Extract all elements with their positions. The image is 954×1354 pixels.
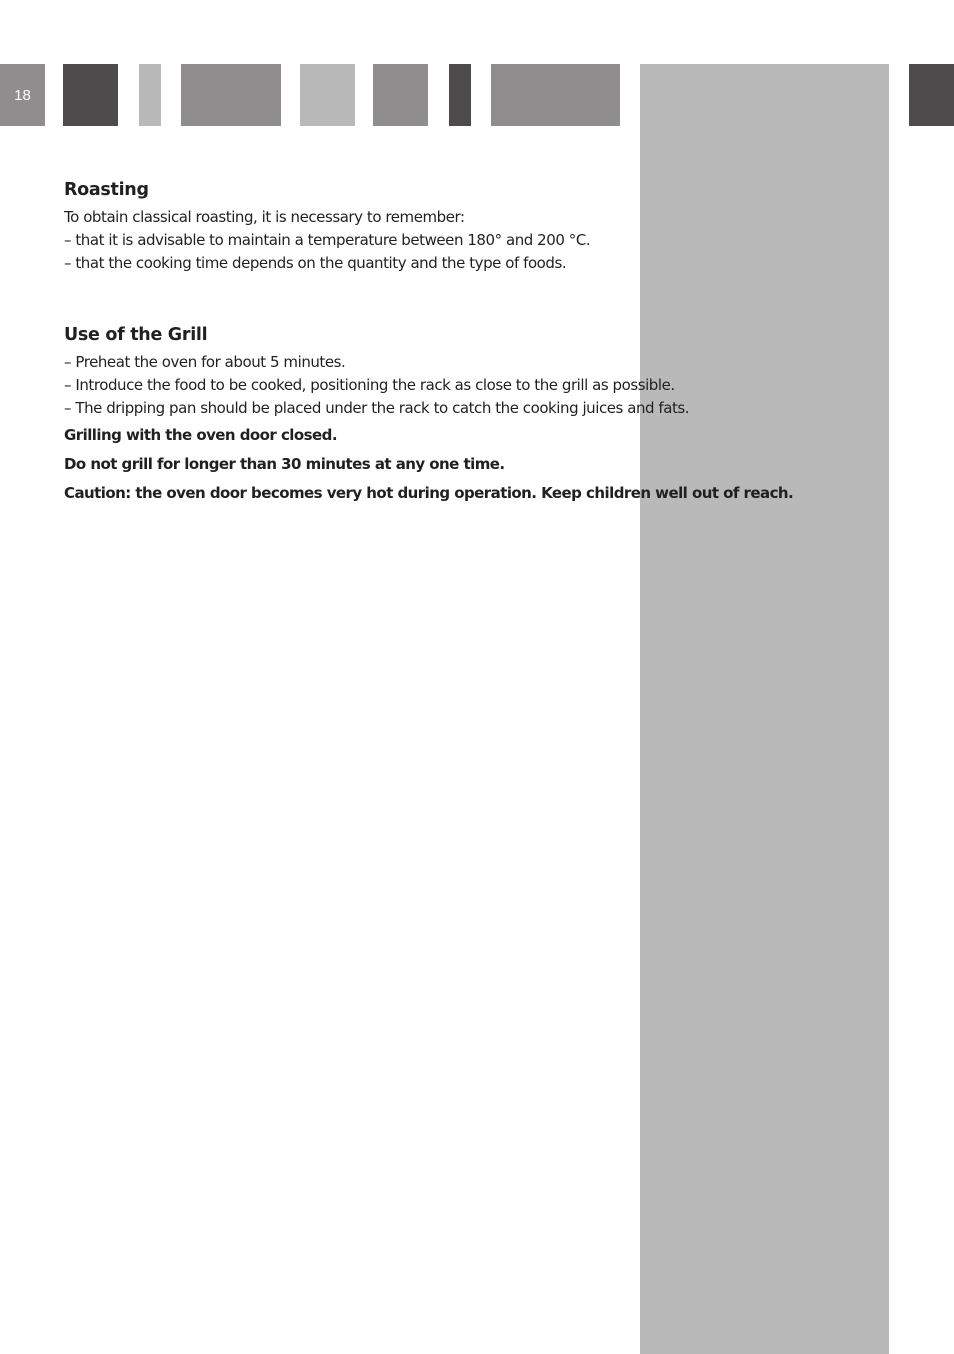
grill-line: – The dripping pan should be placed under the rack to catch the cooking juices and fats. (64, 399, 690, 417)
header-bar (63, 64, 118, 126)
header-bar (373, 64, 428, 126)
roasting-section (64, 180, 924, 275)
grill-notes (64, 421, 924, 508)
grill-note: Do not grill for longer than 30 minutes at any one time. (64, 455, 505, 473)
header-bar (449, 64, 471, 126)
caution-note: Caution: the oven door becomes very hot during operation. Keep children well out of reach. (64, 484, 794, 502)
roasting-heading: Roasting (64, 180, 149, 200)
grill-heading: Use of the Grill (64, 325, 208, 345)
header-bar (181, 64, 281, 126)
header-bar (491, 64, 620, 126)
header-bar (139, 64, 161, 126)
roasting-text (64, 206, 924, 275)
grill-text (64, 351, 924, 420)
grill-note: Grilling with the oven door closed. (64, 426, 337, 444)
roasting-line: – that it is advisable to maintain a temperature between 180° and 200 °C. (64, 231, 591, 249)
roasting-line: To obtain classical roasting, it is necessary to remember: (64, 208, 465, 226)
page-number-tab (0, 64, 45, 126)
roasting-line: – that the cooking time depends on the quantity and the type of foods. (64, 254, 567, 272)
grill-section (64, 325, 924, 508)
header-bar (909, 64, 954, 126)
grill-line: – Introduce the food to be cooked, positioning the rack as close to the grill as possible. (64, 376, 675, 394)
page-number: 18 (14, 86, 31, 104)
grill-line: – Preheat the oven for about 5 minutes. (64, 353, 346, 371)
header-bar (300, 64, 355, 126)
